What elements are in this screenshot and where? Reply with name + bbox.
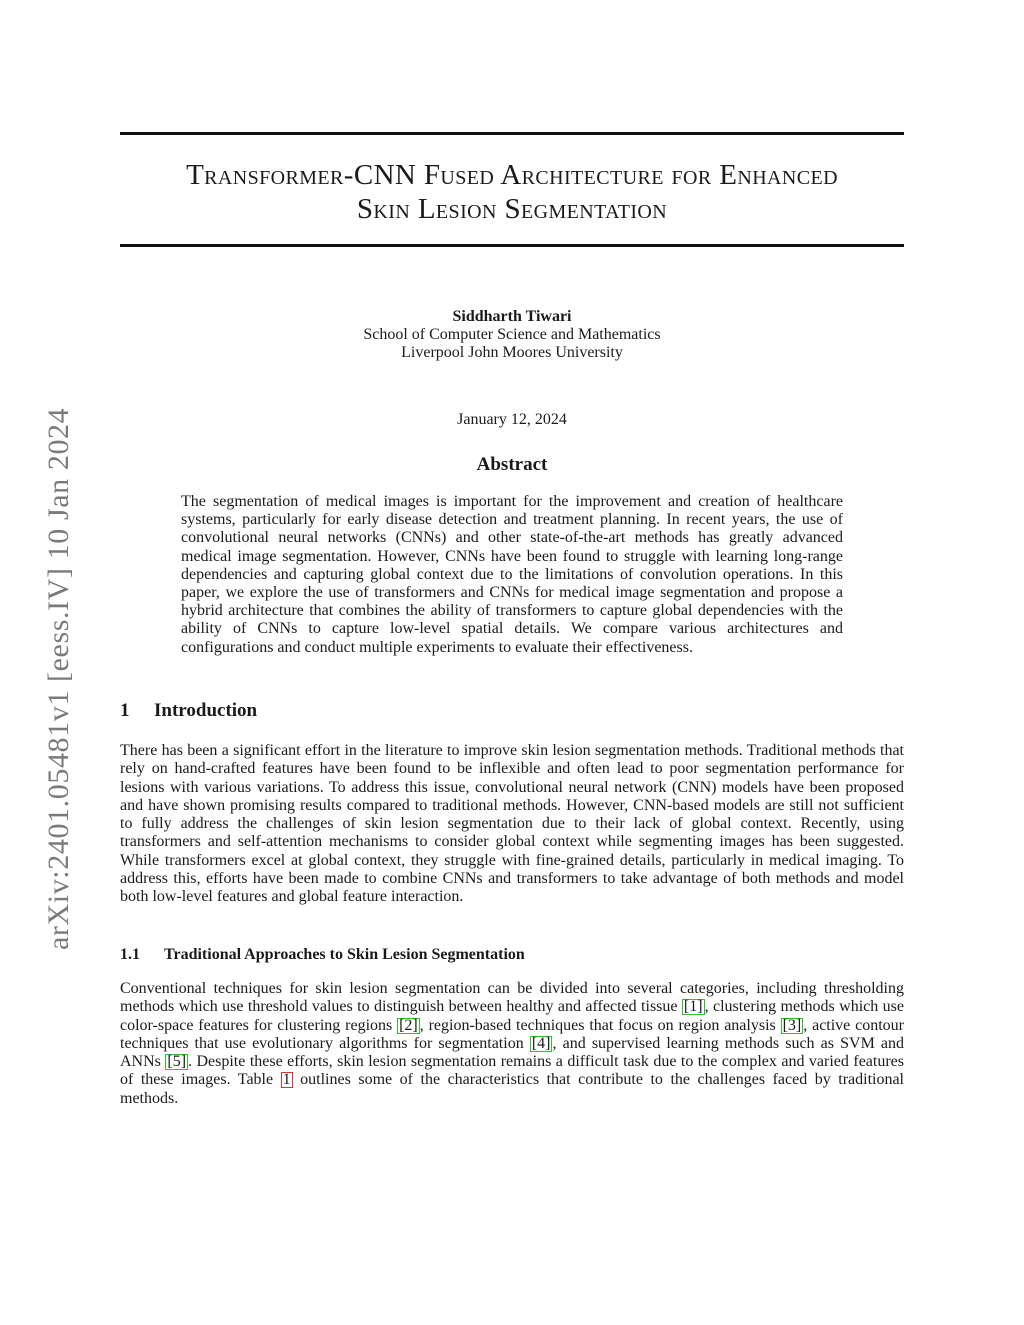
section-1-1-number: 1.1 <box>120 946 140 963</box>
paragraph-text: outlines some of the characteristics that contribute to the challenges faced by traditional methods. <box>120 1071 905 1107</box>
section-1-1-title: Traditional Approaches to Skin Lesion Segmentation <box>164 946 525 963</box>
abstract-heading: Abstract <box>476 454 548 475</box>
arxiv-identifier-stamp: arXiv:2401.05481v1 [eess.IV] 10 Jan 2024 <box>42 407 75 950</box>
author-name: Siddharth Tiwari <box>452 308 572 325</box>
paragraph-text: , clustering methods which use color-space features for clustering regions <box>120 998 904 1034</box>
traditional-approaches-paragraph <box>120 980 904 1108</box>
section-1-heading <box>120 700 257 722</box>
citation-link-1[interactable]: [1] <box>683 998 703 1016</box>
citation-link-5[interactable]: [5] <box>167 1053 187 1071</box>
paragraph-text: , and supervised learning methods such as SVM and ANNs <box>120 1034 905 1071</box>
section-1-number: 1 <box>120 700 130 721</box>
title-bottom-rule <box>120 244 904 247</box>
introduction-paragraph: There has been a significant effort in the literature to improve skin lesion segmentation methods. Traditional methods that rely on hand-crafted features have been found to be inflexible and often lead to poor segmentation performance for lesions with various variations. To address this issue, convolutional neural network (CNN) models have been proposed and have shown promising results compared to traditional methods. However, CNN-based models are still not sufficient to fully address the challenges of skin lesion segmentation due to their lack of global context. Recently, using transformers and self-attention mechanisms to consider global context while segmenting images has been suggested. While transformers excel at global context, they struggle with fine-grained details, particularly in medical imaging. To address this, efforts have been made to combine CNNs and transformers to take advantage of both methods and model both low-level features and global feature interaction. <box>120 742 904 906</box>
section-1-1-heading <box>120 946 525 964</box>
paragraph-text: , region-based techniques that focus on region analysis <box>419 1016 781 1034</box>
abstract-text: The segmentation of medical images is important for the improvement and creation of healthcare systems, particularly for early disease detection and treatment planning. In recent years, the use of convolutional neural networks (CNNs) and other state-of-the-art methods has greatly advanced medical image segmentation. However, CNNs have been found to struggle with learning long-range dependencies and capturing global context due to the limitations of convolution operations. In this paper, we explore the use of transformers and CNNs for medical image segmentation and propose a hybrid architecture that combines the ability of transformers to capture global dependencies with the ability of CNNs to capture low-level spatial details. We compare various architectures and configurations and conduct multiple experiments to evaluate their effectiveness. <box>181 493 843 656</box>
table-reference-link[interactable]: 1 <box>282 1071 291 1089</box>
paper-title-line-1: Transformer-CNN Fused Architecture for Enhanced <box>186 159 838 191</box>
paragraph-text: . Despite these efforts, skin lesion segmentation remains a difficult task due to the complex and varied features of these images. Table <box>120 1053 905 1089</box>
paper-title-line-2: Skin Lesion Segmentation <box>356 193 668 225</box>
citation-link-4[interactable]: [4] <box>531 1034 551 1052</box>
citation-link-2[interactable]: [2] <box>399 1016 418 1034</box>
citation-link-3[interactable]: [3] <box>782 1016 802 1034</box>
paper-date: January 12, 2024 <box>457 411 567 428</box>
paragraph-text: , active contour techniques that use evolutionary algorithms for segmentation <box>120 1016 904 1052</box>
paper-title <box>120 158 904 226</box>
author-affiliation-school: School of Computer Science and Mathematics <box>363 326 661 343</box>
section-1-title: Introduction <box>154 700 258 721</box>
author-affiliation-university: Liverpool John Moores University <box>401 344 623 361</box>
title-top-rule <box>120 132 904 135</box>
paragraph-text: Conventional techniques for skin lesion segmentation can be divided into several categories, including thresholding methods which use threshold values to distinguish between healthy and affected tissue <box>120 980 904 1016</box>
